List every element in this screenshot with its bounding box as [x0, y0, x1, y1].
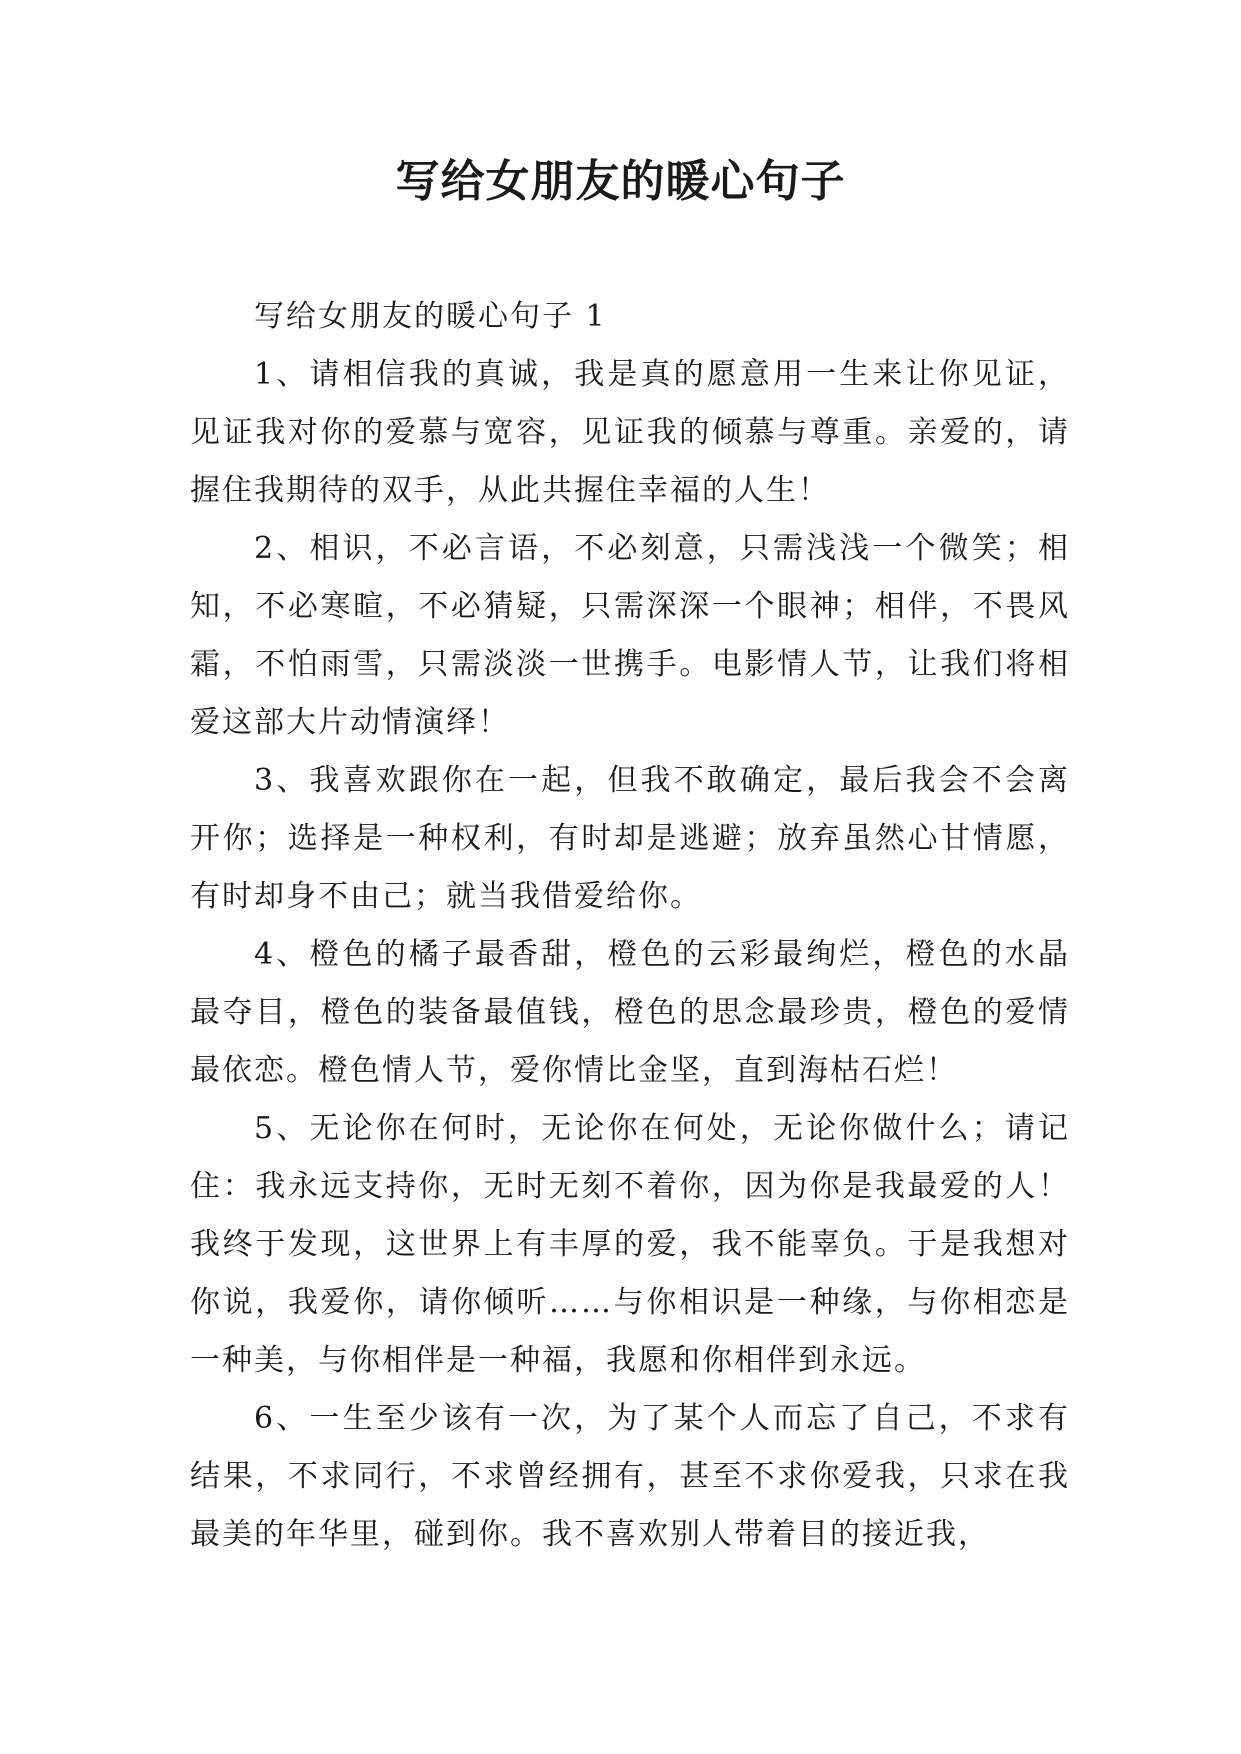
- paragraph-6: 6、一生至少该有一次，为了某个人而忘了自己，不求有结果，不求同行，不求曾经拥有，甚至不求你爱我，只求在我最美的年华里，碰到你。我不喜欢别人带着目的接近我，: [190, 1401, 1070, 1552]
- paragraph-5: 5、无论你在何时，无论你在何处，无论你做什么；请记住：我永远支持你，无时无刻不着你，因为你是我最爱的人！我终于发现，这世界上有丰厚的爱，我不能辜负。于是我想对你说，我爱你，请你倾听……与你相识是一种缘，与你相恋是一种美，与你相伴是一种福，我愿和你相伴到永远。: [190, 1111, 1070, 1378]
- paragraph-1: 1、请相信我的真诚，我是真的愿意用一生来让你见证，见证我对你的爱慕与宽容，见证我的倾慕与尊重。亲爱的，请握住我期待的双手，从此共握住幸福的人生！: [190, 357, 1070, 508]
- paragraph-4: 4、橙色的橘子最香甜，橙色的云彩最绚烂，橙色的水晶最夺目，橙色的装备最值钱，橙色的思念最珍贵，橙色的爱情最依恋。橙色情人节，爱你情比金坚，直到海枯石烂！: [190, 937, 1070, 1088]
- page-title: 写给女朋友的暖心句子: [395, 156, 846, 207]
- section-heading: 写给女朋友的暖心句子 1: [254, 299, 607, 334]
- paragraph-2: 2、相识，不必言语，不必刻意，只需浅浅一个微笑；相知，不必寒暄，不必猜疑，只需深深一个眼神；相伴，不畏风霜，不怕雨雪，只需淡淡一世携手。电影情人节，让我们将相爱这部大片动情演绎！: [190, 531, 1070, 740]
- paragraph-3: 3、我喜欢跟你在一起，但我不敢确定，最后我会不会离开你；选择是一种权利，有时却是逃避；放弃虽然心甘情愿，有时却身不由己；就当我借爱给你。: [190, 763, 1070, 914]
- document-body: [190, 288, 1070, 1564]
